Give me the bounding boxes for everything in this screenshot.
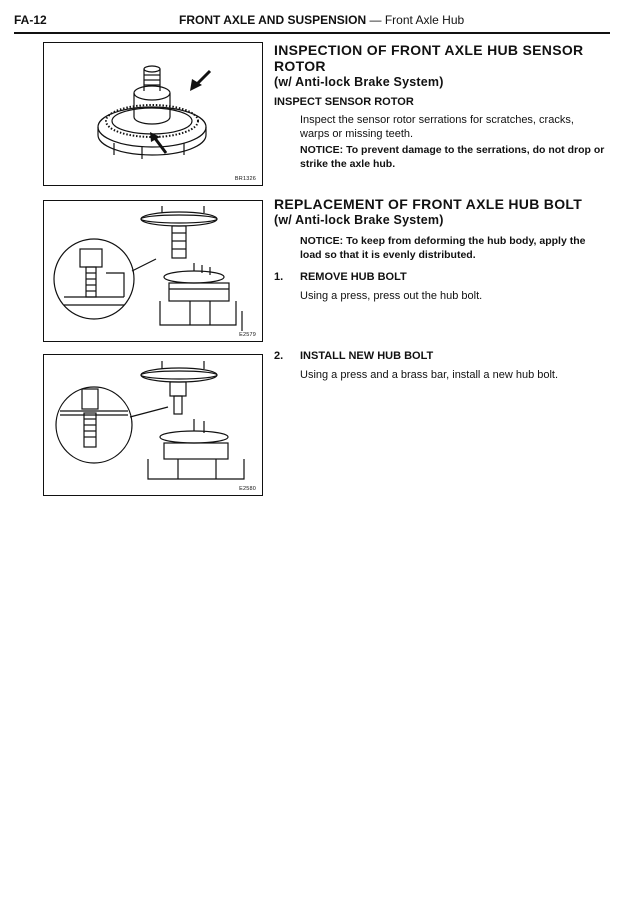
step-title: REMOVE HUB BOLT [300, 271, 407, 283]
remove-bolt-illustration [44, 201, 262, 341]
replacement-heading [274, 196, 610, 228]
page-number: FA-12 [14, 13, 47, 27]
install-bolt-illustration [44, 355, 262, 495]
figure-code: E2580 [239, 486, 256, 492]
replacement-title: REPLACEMENT OF FRONT AXLE HUB BOLT [274, 196, 583, 212]
figure-install-hub-bolt [43, 354, 263, 496]
replacement-subtitle: (w/ Anti-lock Brake System) [274, 213, 444, 227]
sensor-rotor-illustration [44, 43, 262, 185]
step-title: INSTALL NEW HUB BOLT [300, 350, 434, 362]
figure-code: E2579 [239, 332, 256, 338]
step-number: 1. [274, 271, 284, 283]
inspection-notice [300, 143, 605, 171]
figure-remove-hub-bolt [43, 200, 263, 342]
notice-text: To keep from deforming the hub body, apply the load so that it is evenly distributed. [300, 235, 586, 261]
step-number: 2. [274, 350, 284, 362]
step-remove-instructions: Using a press, press out the hub bolt. [300, 290, 483, 302]
step-remove-hub-bolt [274, 271, 407, 283]
notice-text: To prevent damage to the serrations, do not drop or strike the axle hub. [300, 144, 605, 170]
figure-code: BR1326 [234, 176, 256, 182]
inspect-sensor-rotor-heading: INSPECT SENSOR ROTOR [274, 96, 414, 108]
inspection-instructions: Inspect the sensor rotor serrations for scratches, cracks, warps or missing teeth. [300, 114, 574, 140]
inspection-title: INSPECTION OF FRONT AXLE HUB SENSOR ROTOR [274, 42, 584, 74]
running-title [179, 13, 464, 27]
figure-sensor-rotor [43, 42, 263, 186]
step-install-instructions: Using a press and a brass bar, install a new hub bolt. [300, 369, 559, 381]
notice-label: NOTICE: [300, 235, 344, 247]
inspection-subtitle: (w/ Anti-lock Brake System) [274, 75, 444, 89]
inspection-heading [274, 42, 610, 90]
section-title: FRONT AXLE AND SUSPENSION [179, 13, 367, 27]
replacement-notice [300, 234, 605, 262]
title-separator: — [369, 13, 382, 27]
subsection-title: Front Axle Hub [384, 13, 465, 27]
step-install-hub-bolt [274, 350, 433, 362]
page-header [14, 10, 610, 34]
notice-label: NOTICE: [300, 144, 344, 156]
